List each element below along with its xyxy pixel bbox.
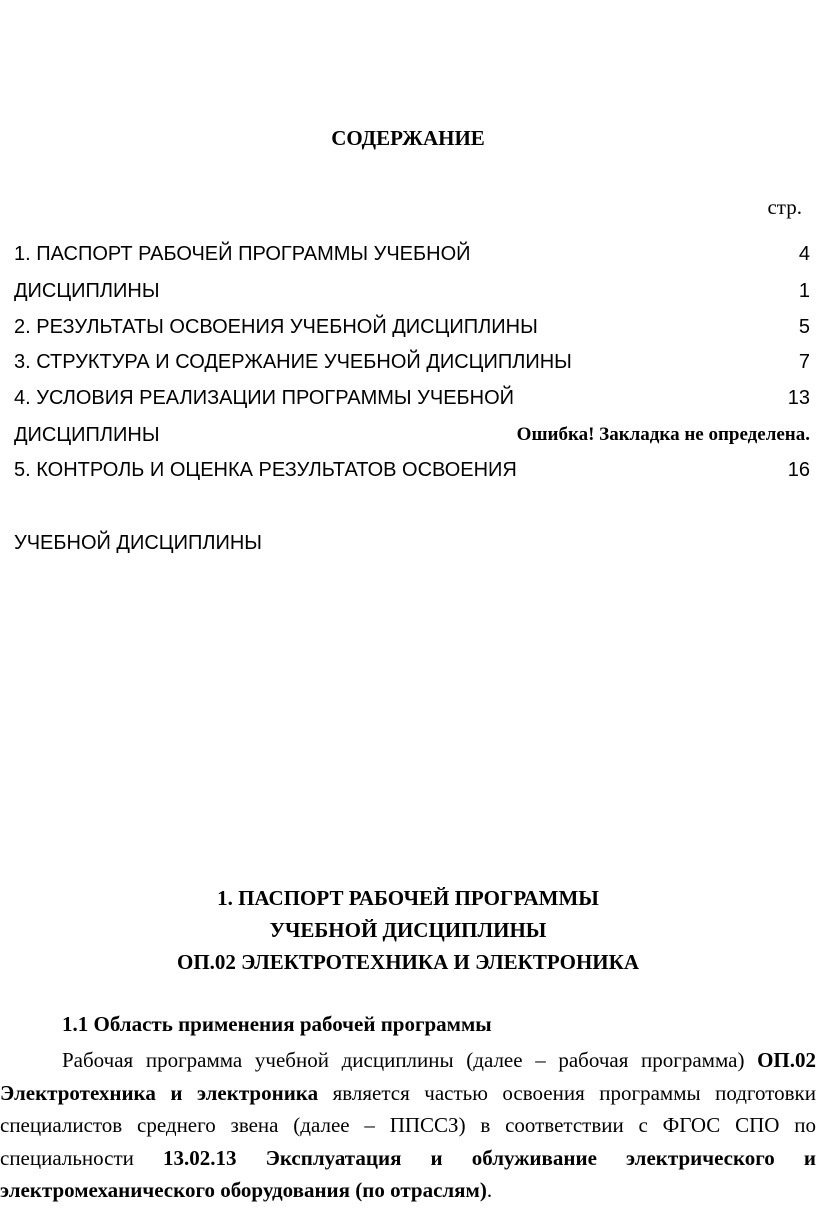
body-paragraph [0, 1044, 816, 1207]
toc-row-page: 4 [798, 243, 810, 265]
toc-row-label: 3. СТРУКТУРА И СОДЕРЖАНИЕ УЧЕБНОЙ ДИСЦИПЛИНЫ [14, 351, 572, 373]
toc-row-label: ДИСЦИПЛИНЫ [14, 280, 160, 302]
toc-row-label: 4. УСЛОВИЯ РЕАЛИЗАЦИИ ПРОГРАММЫ УЧЕБНОЙ [14, 387, 515, 409]
paragraph-text: Рабочая программа учебной дисциплины (далее – рабочая программа) [62, 1048, 758, 1072]
toc-row-page: 5 [798, 316, 810, 338]
toc-row-label: 1. ПАСПОРТ РАБОЧЕЙ ПРОГРАММЫ УЧЕБНОЙ [14, 243, 471, 265]
toc-row[interactable] [14, 420, 810, 450]
toc-row[interactable] [14, 312, 810, 342]
paragraph-text: . [486, 1178, 493, 1202]
toc-row[interactable] [14, 347, 810, 377]
discipline-name: ОП.02 Электротехника и электроника [0, 1048, 816, 1105]
toc-row-page: 13 [787, 387, 810, 409]
toc-row-page: 16 [787, 459, 810, 481]
toc-error-text: Ошибка! Закладка не определена. [516, 424, 810, 445]
paragraph-text: является частью освоения программы подготовки специалистов среднего звена (далее – ППССЗ) в соответствии с ФГОС СПО по специальности [0, 1080, 816, 1170]
toc-row-label: 2. РЕЗУЛЬТАТЫ ОСВОЕНИЯ УЧЕБНОЙ ДИСЦИПЛИНЫ [14, 316, 538, 338]
toc-continuation: УЧЕБНОЙ ДИСЦИПЛИНЫ [14, 532, 262, 554]
section-title [0, 882, 816, 978]
toc-row-page: 7 [798, 351, 810, 373]
toc-row-label: 5. КОНТРОЛЬ И ОЦЕНКА РЕЗУЛЬТАТОВ ОСВОЕНИЯ [14, 459, 517, 481]
section-title-line: УЧЕБНОЙ ДИСЦИПЛИНЫ [269, 918, 547, 942]
subsection-title: 1.1 Область применения рабочей программы [62, 1012, 492, 1036]
toc-row-page: 1 [798, 280, 810, 302]
specialty-name: 13.02.13 Эксплуатация и облуживание электрического и электромеханического оборудования (по отраслям) [0, 1145, 816, 1202]
toc-row[interactable] [14, 276, 810, 306]
toc-row-label: ДИСЦИПЛИНЫ [14, 424, 160, 446]
toc-title: СОДЕРЖАНИЕ [331, 126, 485, 150]
toc-row[interactable] [14, 455, 810, 485]
toc-pages-header: стр. [767, 195, 802, 219]
section-title-line: ОП.02 ЭЛЕКТРОТЕХНИКА И ЭЛЕКТРОНИКА [177, 950, 639, 974]
section-title-line: 1. ПАСПОРТ РАБОЧЕЙ ПРОГРАММЫ [217, 886, 599, 910]
toc-row[interactable] [14, 383, 810, 413]
toc-row[interactable] [14, 239, 810, 269]
